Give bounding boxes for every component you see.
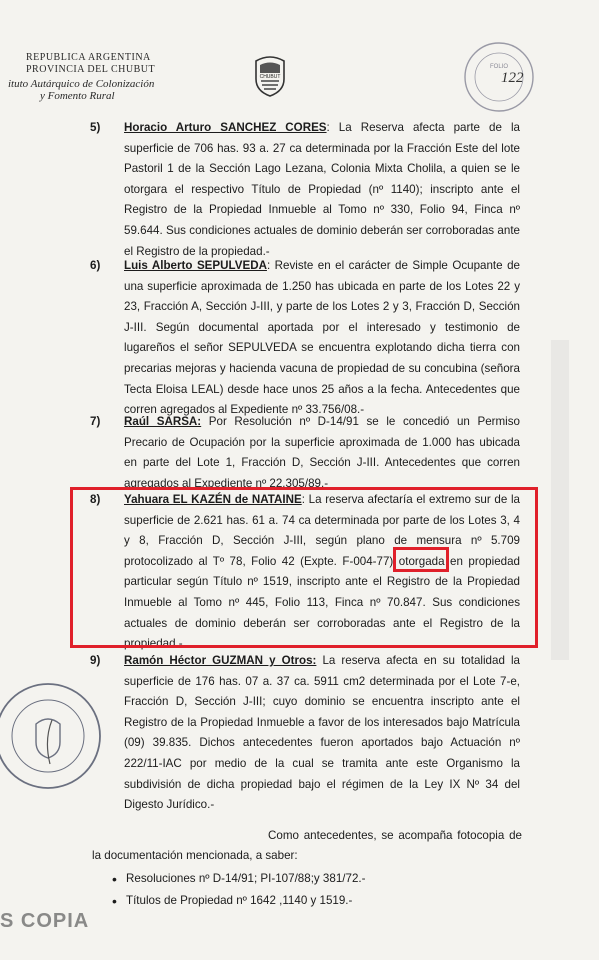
list-item: [90, 651, 520, 816]
item-name: Ramón Héctor GUZMAN y Otros:: [124, 654, 317, 667]
letterhead-province: PROVINCIA DEL CHUBUT: [26, 64, 156, 75]
item-body: [124, 118, 520, 262]
item-body: [124, 256, 520, 421]
item-text: La reserva afecta en su totalidad la superficie de 176 has. 07 a. 37 ca. 5911 cm2 determinada por el Lote 7-e, Fracción D, Sección J-III; cuyo dominio se encuentra inscripto ante el Registro de la Propiedad Inmueble a favor de los interesados bajo Matrícula (09) 39.835. Dichos antecedentes fueron aportados bajo Actuación nº 222/11-IAC por medio de la cual se tramita ante este Organismo la subdivisión de dicha propiedad bajo el régimen de la Ley IX Nº 34 del Digesto Jurídico.-: [124, 654, 520, 812]
item-name: Luis Alberto SEPULVEDA: [124, 259, 267, 272]
closing-paragraph: [92, 826, 522, 866]
folio-stamp-icon: [462, 40, 536, 114]
item-name: Horacio Arturo SANCHEZ CORES: [124, 121, 327, 134]
item-number: 7): [90, 415, 101, 428]
item-name: Yahuara EL KAZÉN de NATAINE: [124, 493, 302, 506]
list-item: [90, 412, 520, 494]
folio-number: 122: [501, 70, 524, 86]
list-item: [90, 256, 520, 421]
letterhead-institute-sub: y Fomento Rural: [40, 90, 115, 102]
copia-stamp: S COPIA: [0, 910, 90, 932]
item-text: : La reserva afectaría el extremo sur de la superficie de 2.621 has. 61 a. 74 ca determinada por parte de los Lotes 3, 4 y 8, Fracción D, Sección J-III, según plano de mensura nº 5.709 protocolizado al Tº 78, Folio 42 (Expte. F-004-77) otorgada en propiedad particular según Título nº 1519, inscripto ante el Registro de la Propiedad Inmueble al Tomo nº 445, Folio 113, Finca nº 70.847. Sus condiciones actuales de dominio deberán ser corroboradas ante el Registro de la propiedad.-: [124, 493, 520, 651]
highlight-box-item-8: [70, 487, 538, 651]
institute-seal-icon: [0, 680, 104, 792]
item-text: : La Reserva afecta parte de la superficie de 706 has. 93 a. 27 ca determinada por la Fracción Este del lote Pastoril 1 de la Sección Lago Lezana, Colonia Mixta Cholila, a quien se le otorgara el respectivo Título de Propiedad (nº 1140); inscripto ante el Registro de la Propiedad Inmueble al Tomo nº 330, Folio 94, Finca nº 59.644. Sus condiciones actuales de dominio deberán ser corroboradas ante el Registro de la propiedad.-: [124, 121, 520, 258]
item-body: [124, 412, 520, 494]
item-text: Por Resolución nº D-14/91 se le concedió un Permiso Precario de Ocupación por la superficie aproximada de 1.000 has ubicada en parte del Lote 1, Fracción D, Sección J-III. Antecedentes que corren agregados al Expediente nº 22.305/89.-: [124, 415, 520, 490]
letterhead: [8, 52, 155, 102]
svg-text:FOLIO: FOLIO: [489, 64, 509, 70]
item-number: 5): [90, 121, 101, 134]
item-name: Raúl SARSA:: [124, 415, 202, 428]
list-item: [90, 118, 520, 262]
list-item: • Títulos de Propiedad nº 1642 ,1140 y 1519.-: [112, 890, 365, 912]
chubut-crest-icon: [253, 55, 287, 97]
letterhead-institute: ituto Autárquico de Colonización: [8, 78, 155, 90]
background-ghost-text: [541, 340, 581, 660]
letterhead-country: REPUBLICA ARGENTINA: [26, 52, 151, 63]
item-number: 6): [90, 259, 101, 272]
attachments-list: [112, 868, 365, 912]
item-number: 9): [90, 654, 101, 667]
closing-text: Como antecedentes, se acompaña fotocopia de la documentación mencionada, a saber:: [92, 829, 522, 862]
highlight-box-expediente: [393, 547, 449, 572]
item-text: : Reviste en el carácter de Simple Ocupante de una superficie aproximada de 1.250 has ubicada en parte de los Lotes 22 y 23, Fracción A, Sección J-III, y parte de los Lotes 2 y 3, Fracción D, Sección J-III. Según documental aportada por el interesado y testimonio de lugareños el señor SEPULVEDA se encuentra explotando dicha tierra con precarias mejoras y hacienda vacuna de propiedad de su concubina (señora Tecta Eloisa LEAL) desde hace unos 25 años a la fecha. Antecedentes que corren agregados al Expediente nº 33.756/08.-: [124, 259, 520, 417]
item-body: [124, 651, 520, 816]
item-number: 8): [90, 493, 101, 506]
svg-text:CHUBUT: CHUBUT: [259, 74, 281, 80]
list-item: • Resoluciones nº D-14/91; PI-107/88;y 381/72.-: [112, 868, 365, 890]
